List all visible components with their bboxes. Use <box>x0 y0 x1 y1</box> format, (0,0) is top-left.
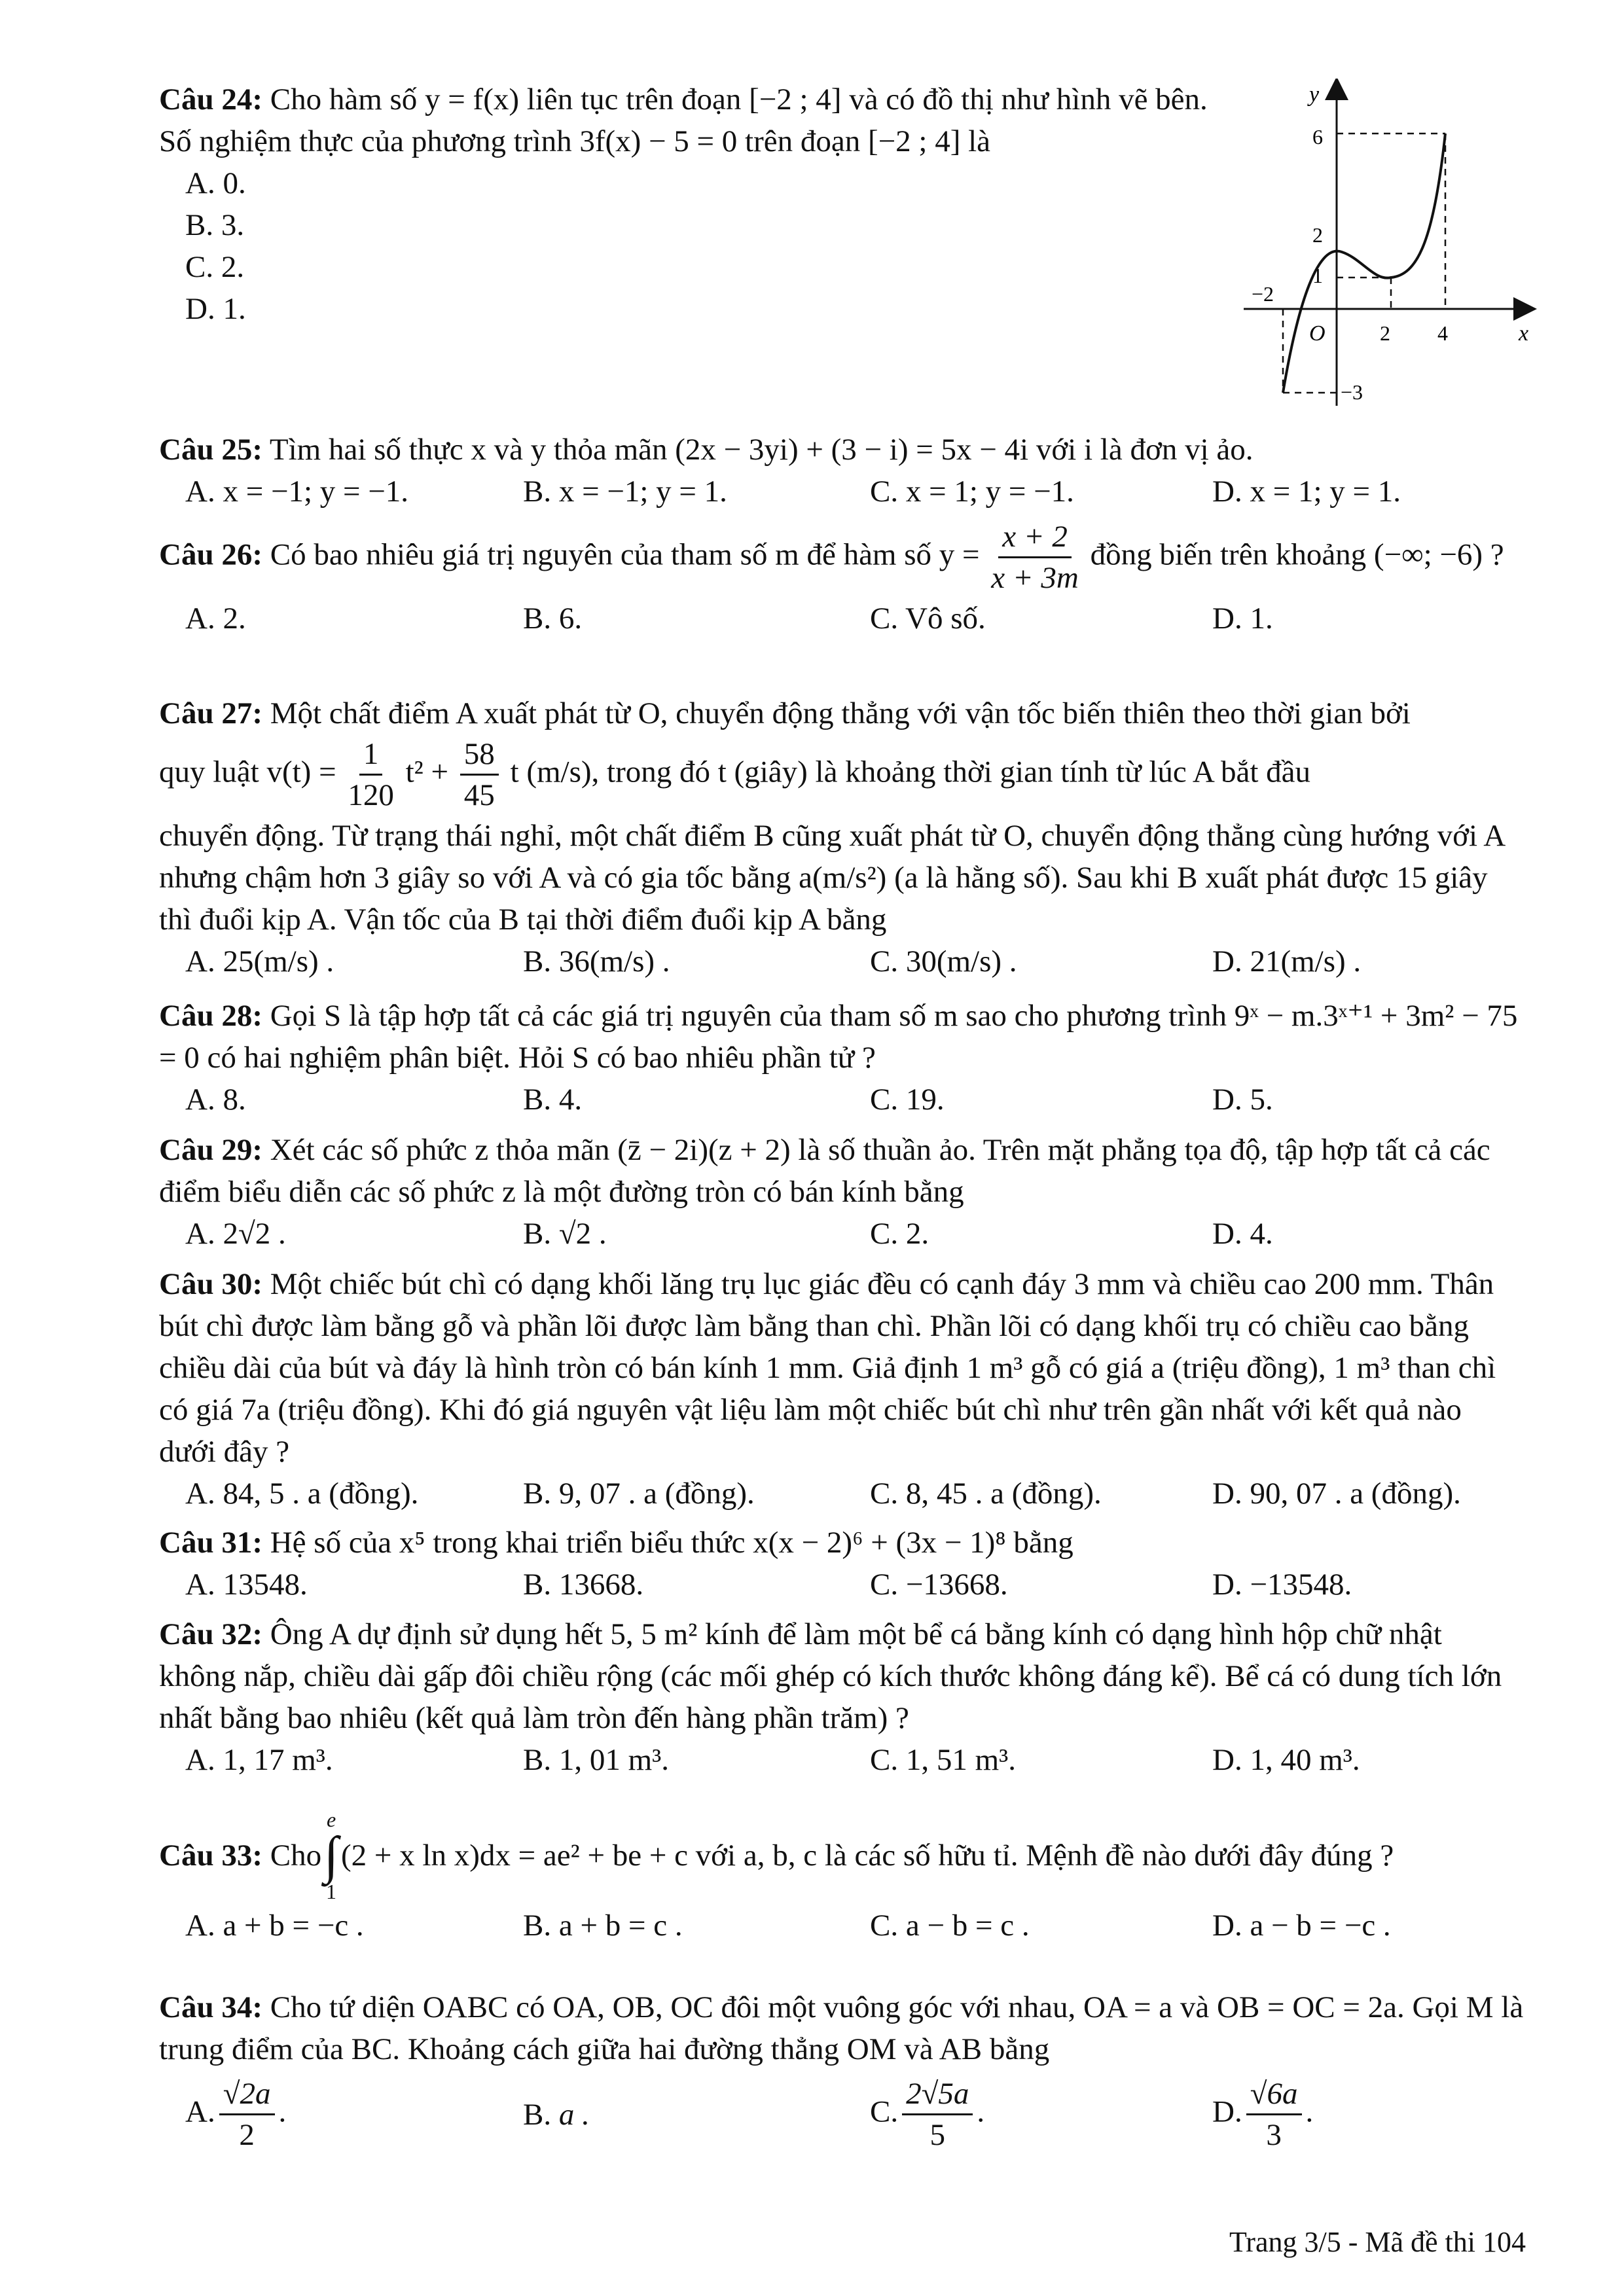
question-30 <box>159 1263 1526 1515</box>
q26-frac-num: x + 2 <box>998 517 1072 558</box>
q34-a-num: √2a <box>219 2074 275 2115</box>
q34-option-a: A. $\frac{√2a}{2}$ . <box>185 2074 523 2155</box>
y-tick-1: 1 <box>1312 264 1323 287</box>
q33-option-b: B. a + b = c . <box>523 1909 683 1943</box>
q27-option-c: C. 30(m/s) . <box>870 944 1017 978</box>
q33-int-lower: 1 <box>326 1880 337 1903</box>
q28-option-b: B. 4. <box>523 1083 583 1117</box>
question-29 <box>159 1129 1526 1255</box>
q27-option-d: D. 21(m/s) . <box>1212 944 1362 978</box>
q27-text-3: chuyển động. Từ trạng thái nghỉ, một chất điểm B cũng xuất phát từ O, chuyển động thẳng cùng hướng với A nhưng chậm hơn 3 giây so với A và có gia tốc bằng a(m/s²) (a là hằng số). Sau khi B xuất phát được 15 giây thì đuổi kịp A. Vận tốc của B tại thời điểm đuổi kịp A bằng <box>159 819 1504 937</box>
q25-option-a: A. x = −1; y = −1. <box>185 475 409 509</box>
q25-label: Câu 25: <box>159 433 262 467</box>
q34-option-d: D. $\frac{√6a}{3}$ . <box>1212 2074 1313 2155</box>
q32-label: Câu 32: <box>159 1617 262 1651</box>
q32-option-a: A. 1, 17 m³. <box>185 1743 333 1777</box>
question-27 <box>159 692 1526 982</box>
q27-label: Câu 27: <box>159 696 262 730</box>
q32-option-c: C. 1, 51 m³. <box>870 1743 1016 1777</box>
question-32 <box>159 1613 1526 1781</box>
page-footer: Trang 3/5 - Mã đề thi 104 <box>1229 2226 1526 2258</box>
q34-b-text: a . <box>558 2097 590 2132</box>
y-tick-2: 2 <box>1312 223 1323 247</box>
q27-f1-den: 120 <box>348 778 394 812</box>
q27-option-b: B. 36(m/s) . <box>523 944 670 978</box>
q27-fraction-2 <box>460 734 499 815</box>
x-tick-2: 2 <box>1380 321 1390 345</box>
q28-text: Gọi S là tập hợp tất cả các giá trị nguyên của tham số m sao cho phương trình 9ˣ − m.3ˣ⁺¹ + 3m² − 75 = 0 có hai nghiệm phân biệt. Hỏi S có bao nhiêu phần tử ? <box>159 999 1518 1075</box>
q30-option-b: B. 9, 07 . a (đồng). <box>523 1477 755 1511</box>
q28-label: Câu 28: <box>159 999 262 1033</box>
question-31 <box>159 1522 1526 1605</box>
q26-option-c: C. Vô số. <box>870 601 986 636</box>
function-graph <box>1231 79 1545 419</box>
q29-option-a: A. 2√2 . <box>185 1217 286 1251</box>
q25-option-d: D. x = 1; y = 1. <box>1212 475 1401 509</box>
q27-f2-num: 58 <box>460 734 499 776</box>
q25-option-b: B. x = −1; y = 1. <box>523 475 727 509</box>
q34-d-den: 3 <box>1266 2118 1282 2152</box>
q32-option-d: D. 1, 40 m³. <box>1212 1743 1360 1777</box>
q33-option-a: A. a + b = −c . <box>185 1909 364 1943</box>
y-tick-6: 6 <box>1312 125 1323 149</box>
q27-option-a: A. 25(m/s) . <box>185 944 334 978</box>
question-25 <box>159 429 1526 512</box>
integral-sign-icon: ∫ <box>324 1827 339 1884</box>
q25-option-c: C. x = 1; y = −1. <box>870 475 1074 509</box>
q33-option-d: D. a − b = −c . <box>1212 1909 1391 1943</box>
q27-text-1: Một chất điểm A xuất phát từ O, chuyển động thẳng với vận tốc biến thiên theo thời gian bởi <box>270 696 1411 730</box>
q27-fraction-1 <box>348 734 394 815</box>
q31-option-d: D. −13548. <box>1212 1568 1352 1602</box>
y-tick-neg3: −3 <box>1341 380 1363 404</box>
q24-label: Câu 24: <box>159 82 262 117</box>
q26-option-d: D. 1. <box>1212 601 1273 636</box>
q34-option-b: B. a . <box>523 2097 590 2132</box>
q33-integral <box>324 1806 338 1905</box>
q32-option-b: B. 1, 01 m³. <box>523 1743 669 1777</box>
q33-text-a: Cho <box>270 1839 322 1873</box>
q28-option-a: A. 8. <box>185 1083 246 1117</box>
q29-option-c: C. 2. <box>870 1217 929 1251</box>
q24-option-d: D. 1. <box>185 292 246 326</box>
q26-text-before: Có bao nhiêu giá trị nguyên của tham số m để hàm số y = <box>270 537 980 572</box>
q34-text: Cho tứ diện OABC có OA, OB, OC đôi một vuông góc với nhau, OA = a và OB = OC = 2a. Gọi M là trung điểm của BC. Khoảng cách giữa hai đường thẳng OM và AB bằng <box>159 1990 1524 2066</box>
q31-option-a: A. 13548. <box>185 1568 308 1602</box>
question-34 <box>159 1986 1526 2155</box>
q27-text-2a: quy luật v(t) = <box>159 755 336 789</box>
q24-text: Cho hàm số y = f(x) liên tục trên đoạn [−2 ; 4] và có đồ thị như hình vẽ bên. Số nghiệm thực của phương trình 3f(x) − 5 = 0 trên đoạn [−2 ; 4] là <box>159 82 1208 158</box>
q30-option-d: D. 90, 07 . a (đồng). <box>1212 1477 1461 1511</box>
q28-option-c: C. 19. <box>870 1083 945 1117</box>
origin-label: O <box>1309 321 1326 346</box>
q26-label: Câu 26: <box>159 537 262 572</box>
q24-option-a: A. 0. <box>185 166 246 200</box>
q24-option-b: B. 3. <box>185 208 245 242</box>
q34-d-num: √6a <box>1246 2074 1302 2115</box>
q31-text: Hệ số của x⁵ trong khai triển biểu thức x(x − 2)⁶ + (3x − 1)⁸ bằng <box>270 1526 1074 1560</box>
q26-fraction <box>991 517 1079 598</box>
q26-option-a: A. 2. <box>185 601 246 636</box>
q27-f1-num: 1 <box>359 734 383 776</box>
q29-label: Câu 29: <box>159 1133 262 1167</box>
q29-option-d: D. 4. <box>1212 1217 1273 1251</box>
x-tick-4: 4 <box>1437 321 1448 345</box>
q31-label: Câu 31: <box>159 1526 262 1560</box>
q31-option-c: C. −13668. <box>870 1568 1008 1602</box>
q29-text: Xét các số phức z thỏa mãn (z̄ − 2i)(z + 2) là số thuần ảo. Trên mặt phẳng tọa độ, tập hợp tất cả các điểm biểu diễn các số phức z là một đường tròn có bán kính bằng <box>159 1133 1490 1209</box>
q34-label: Câu 34: <box>159 1990 262 2024</box>
q26-option-b: B. 6. <box>523 601 583 636</box>
q33-option-c: C. a − b = c . <box>870 1909 1030 1943</box>
q34-c-den: 5 <box>929 2118 945 2152</box>
q24-option-c: C. 2. <box>185 250 245 284</box>
q30-label: Câu 30: <box>159 1267 262 1301</box>
x-axis-label: x <box>1519 321 1529 346</box>
q27-f2-den: 45 <box>463 778 495 812</box>
curve <box>1283 134 1445 393</box>
q31-option-b: B. 13668. <box>523 1568 644 1602</box>
q34-option-c: C. $\frac{2√5a}{5}$ . <box>870 2074 1212 2155</box>
question-26 <box>159 517 1526 639</box>
q30-option-a: A. 84, 5 . a (đồng). <box>185 1477 419 1511</box>
x-tick-neg2: −2 <box>1252 282 1274 306</box>
q26-text-after: đồng biến trên khoảng (−∞; −6) ? <box>1090 537 1504 572</box>
q30-text: Một chiếc bút chì có dạng khối lăng trụ lục giác đều có cạnh đáy 3 mm và chiều cao 200 mm. Thân bút chì được làm bằng gỗ và phần lõi được làm bằng than chì. Phần lõi có dạng khối trụ có chiều cao bằng chiều dài của bút và đáy là hình tròn có bán kính 1 mm. Giả định 1 m³ gỗ có giá a (triệu đồng), 1 m³ than chì có giá 7a (triệu đồng). Khi đó giá nguyên vật liệu làm một chiếc bút chì như trên gần nhất với kết quả nào dưới đây ? <box>159 1267 1496 1469</box>
question-28 <box>159 995 1526 1121</box>
q33-label: Câu 33: <box>159 1839 262 1873</box>
question-33 <box>159 1806 1526 1946</box>
q34-c-num: 2√5a <box>902 2074 973 2115</box>
q32-text: Ông A dự định sử dụng hết 5, 5 m² kính để làm một bể cá bằng kính có dạng hình hộp chữ nhật không nắp, chiều dài gấp đôi chiều rộng (các mối ghép có kích thước không đáng kể). Bể cá có dung tích lớn nhất bằng bao nhiêu (kết quả làm tròn đến hàng phần trăm) ? <box>159 1617 1502 1735</box>
q27-text-2c: t (m/s), trong đó t (giây) là khoảng thời gian tính từ lúc A bắt đầu <box>510 755 1311 789</box>
y-axis-label: y <box>1309 82 1320 107</box>
q28-option-d: D. 5. <box>1212 1083 1273 1117</box>
q33-int-upper: e <box>326 1808 336 1831</box>
q29-option-b: B. √2 . <box>523 1217 607 1251</box>
q25-text: Tìm hai số thực x và y thỏa mãn (2x − 3yi) + (3 − i) = 5x − 4i với i là đơn vị ảo. <box>269 433 1254 467</box>
q33-text-b: (2 + x ln x)dx = ae² + be + c với a, b, c là các số hữu tỉ. Mệnh đề nào dưới đây đúng ? <box>341 1839 1394 1873</box>
q34-a-den: 2 <box>239 2118 255 2152</box>
q27-text-2b: t² + <box>405 755 449 789</box>
q30-option-c: C. 8, 45 . a (đồng). <box>870 1477 1102 1511</box>
question-24 <box>159 79 1218 330</box>
q26-frac-den: x + 3m <box>991 561 1079 595</box>
